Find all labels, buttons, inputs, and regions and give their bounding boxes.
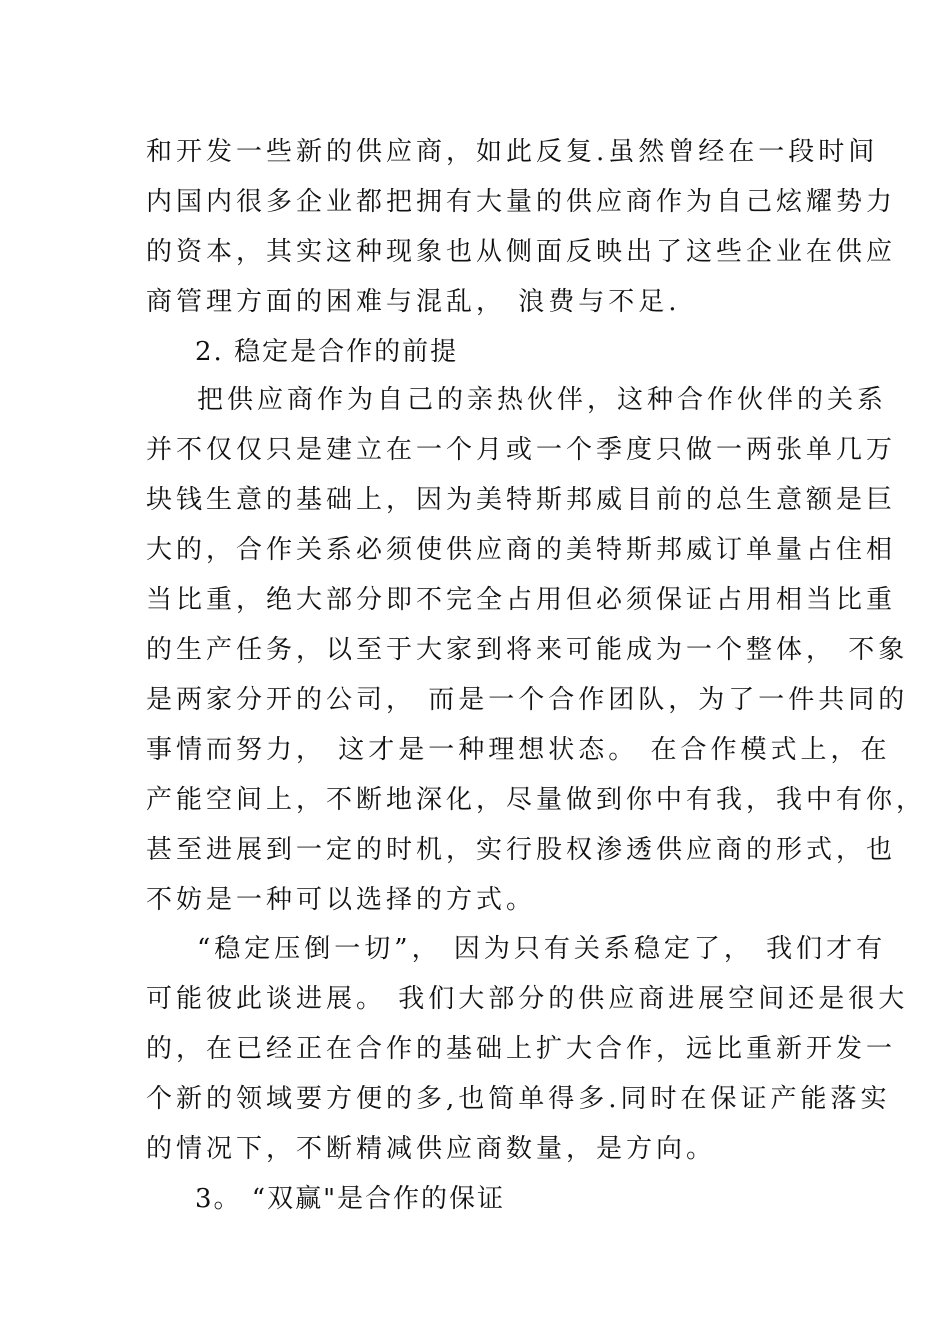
paragraph-line-8: 事情而努力， 这才是一种理想状态。 在合作模式上，在	[146, 735, 891, 765]
paragraph2-line-3: 的，在已经正在合作的基础上扩大合作，远比重新开发一	[146, 1034, 897, 1064]
text-line-3: 的资本，其实这种现象也从侧面反映出了这些企业在供应	[146, 237, 897, 267]
paragraph-line-11: 不妨是一种可以选择的方式。	[146, 885, 537, 915]
paragraph-line-1: 把供应商作为自己的亲热伙伴，这种合作伙伴的关系	[197, 385, 888, 415]
paragraph-line-2: 并不仅仅只是建立在一个月或一个季度只做一两张单几万	[146, 435, 897, 465]
paragraph2-line-2: 可能彼此谈进展。 我们大部分的供应商进展空间还是很大	[146, 984, 909, 1014]
text-line-1: 和开发一些新的供应商，如此反复.虽然曾经在一段时间	[146, 137, 879, 167]
paragraph2-line-4: 个新的领域要方便的多,也简单得多.同时在保证产能落实	[146, 1084, 891, 1114]
section-heading-2: 2. 稳定是合作的前提	[195, 337, 459, 367]
paragraph-line-9: 产能空间上，不断地深化，尽量做到你中有我，我中有你，	[146, 785, 927, 815]
paragraph-line-10: 甚至进展到一定的时机，实行股权渗透供应商的形式，也	[146, 835, 897, 865]
paragraph-line-7: 是两家分开的公司， 而是一个合作团队，为了一件共同的	[146, 685, 909, 715]
text-line-2: 内国内很多企业都把拥有大量的供应商作为自己炫耀势力	[146, 187, 897, 217]
paragraph-line-3: 块钱生意的基础上，因为美特斯邦威目前的总生意额是巨	[146, 485, 897, 515]
paragraph-line-5: 当比重，绝大部分即不完全占用但必须保证占用相当比重	[146, 585, 897, 615]
paragraph2-line-5: 的情况下，不断精减供应商数量，是方向。	[146, 1134, 717, 1164]
text-line-4: 商管理方面的困难与混乱， 浪费与不足.	[146, 287, 681, 317]
section-heading-3: 3。 “双赢"是合作的保证	[195, 1184, 506, 1214]
paragraph-line-4: 大的，合作关系必须使供应商的美特斯邦威订单量占住相	[146, 535, 897, 565]
paragraph2-line-1: “稳定压倒一切”， 因为只有关系稳定了， 我们才有	[197, 934, 887, 964]
paragraph-line-6: 的生产任务，以至于大家到将来可能成为一个整体， 不象	[146, 635, 909, 665]
